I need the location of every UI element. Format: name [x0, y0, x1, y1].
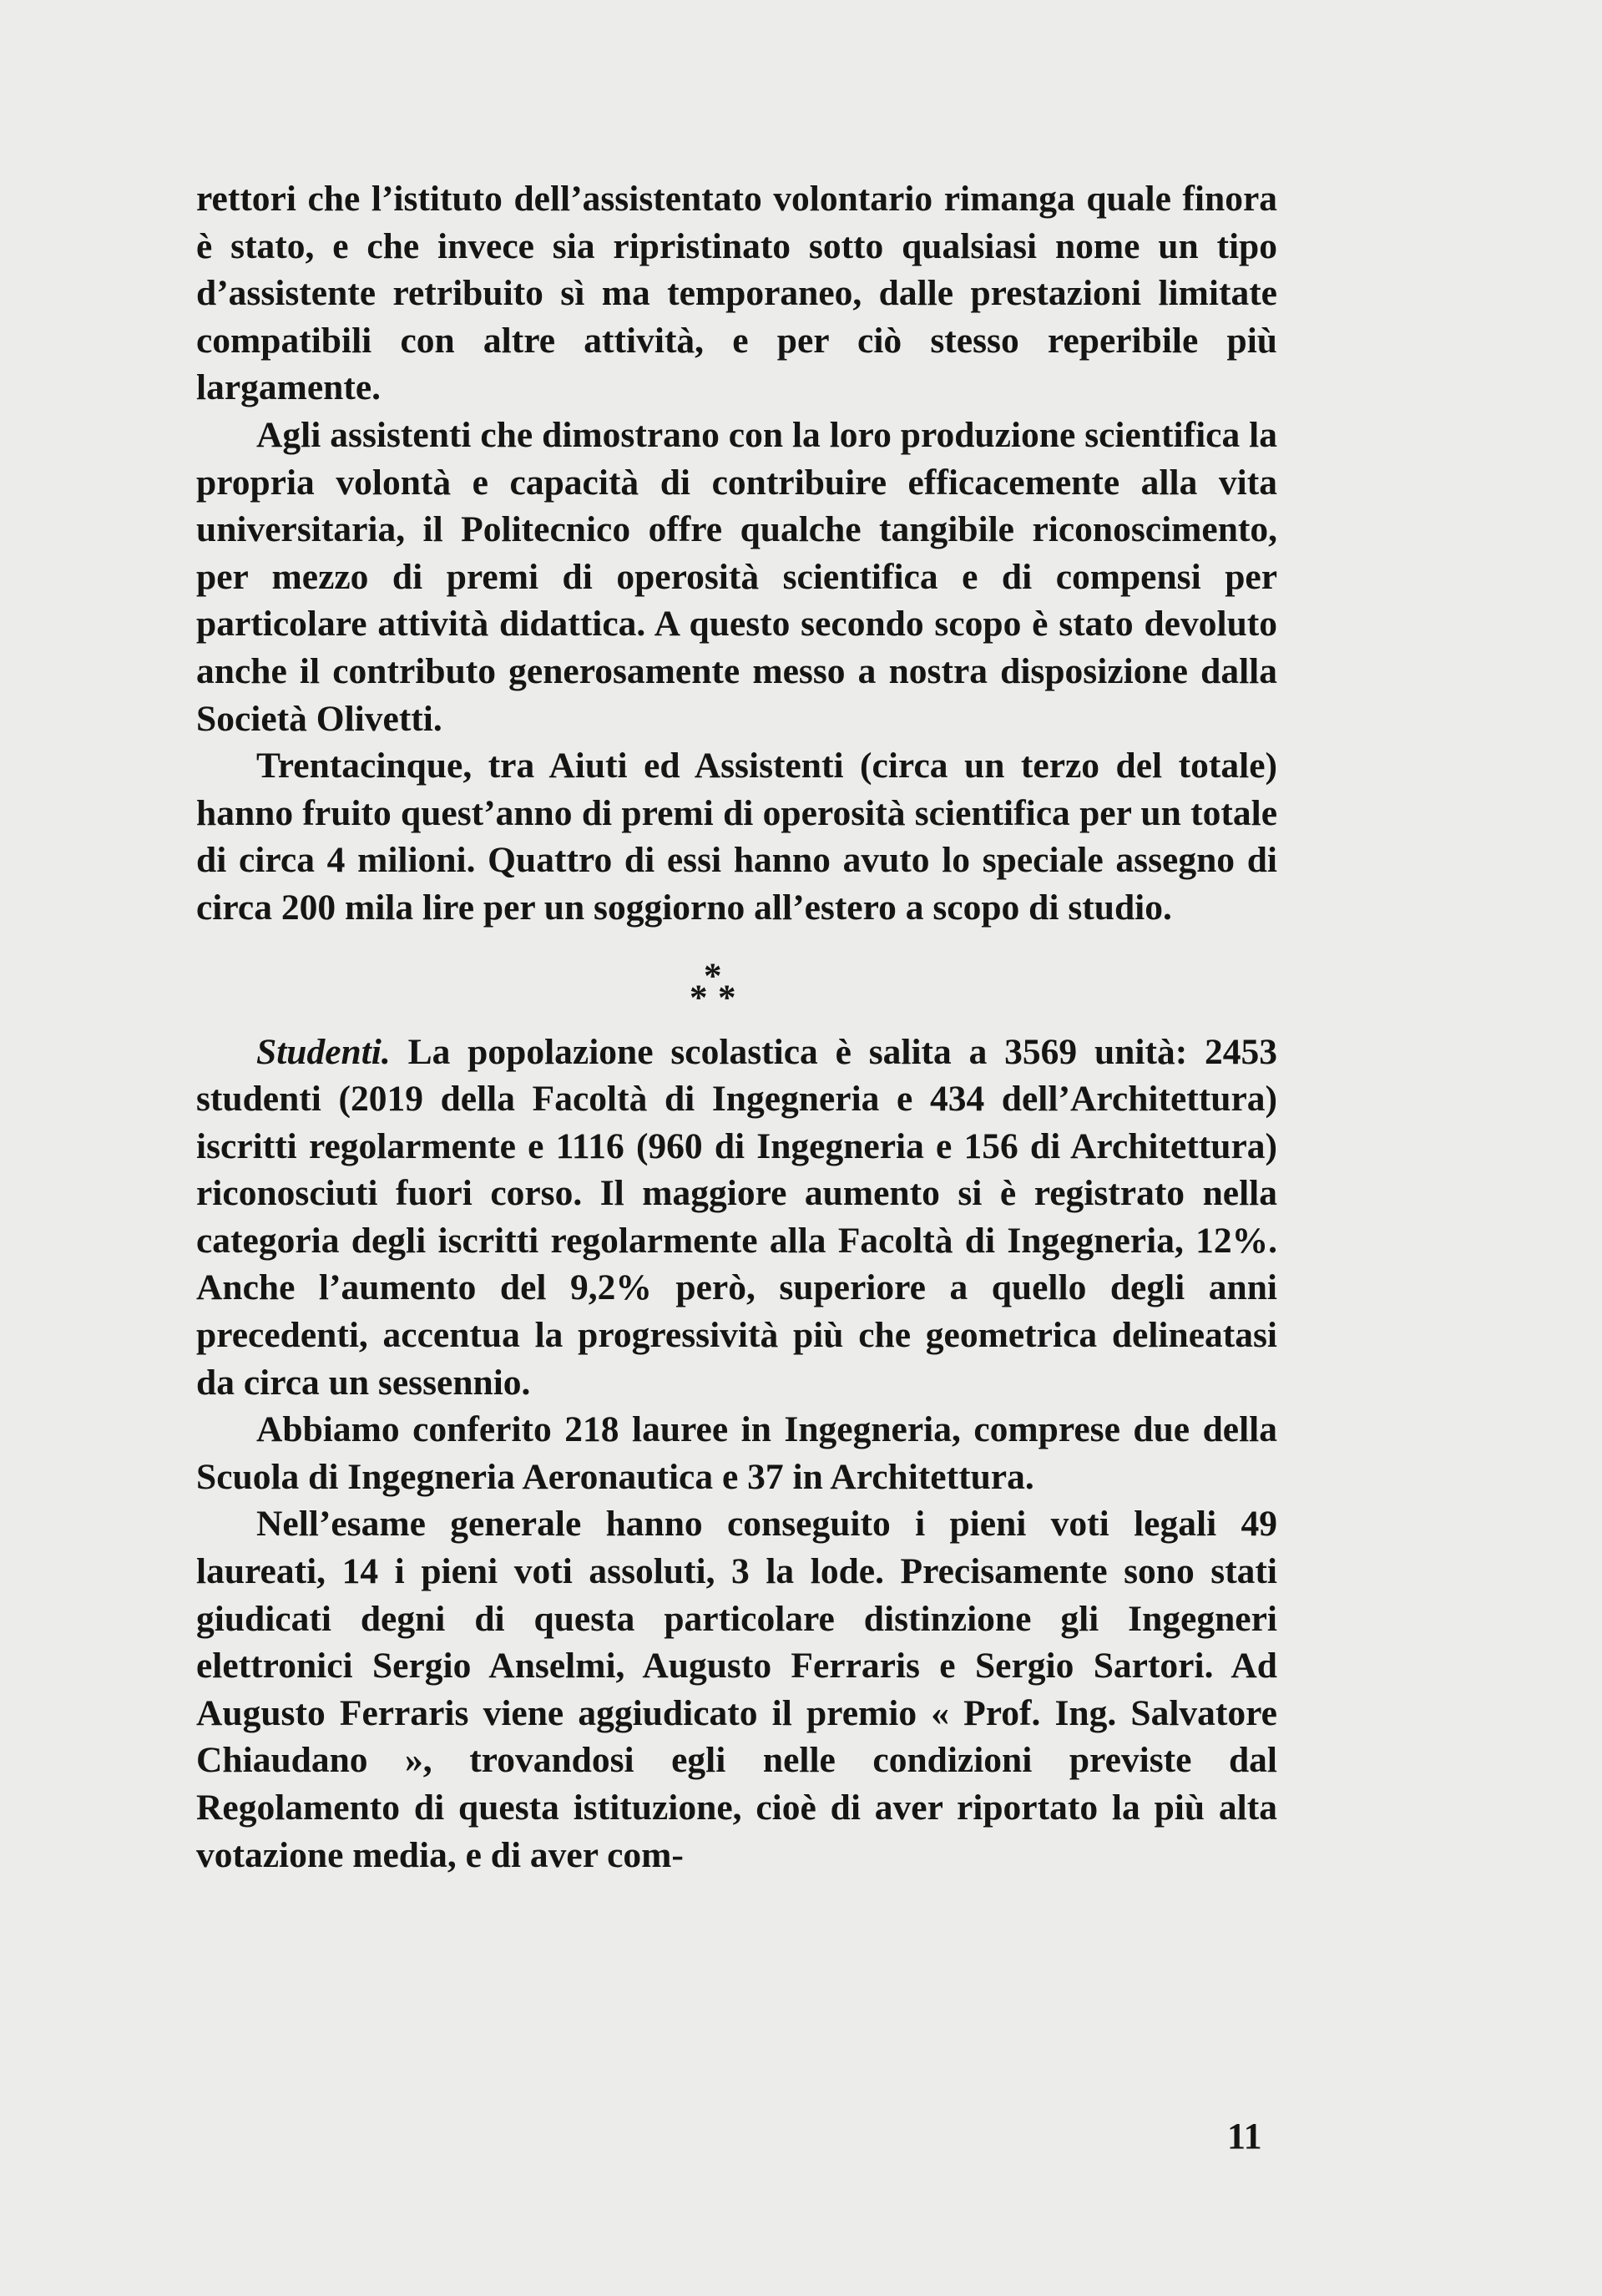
paragraph-students	[196, 1029, 1277, 1407]
asterism-star-left: *	[690, 978, 708, 1018]
section-title-students: Studenti.	[256, 1031, 391, 1072]
paragraph-continuation: rettori che l’istituto dell’assistentato volontario rimanga quale finora è stato, e che invece sia ripristinato sotto qualsiasi nome un tipo d’assistente retribuito sì ma temporaneo, dalle prestazioni limitate compatibili con altre attività, e per ciò stesso reperibile più largamente.	[196, 179, 1277, 408]
paragraph-students-text: La popolazione scolastica è salita a 3569 unità: 2453 studenti (2019 della Facoltà di Ingegneria e 434 dell’Architettura) iscritti regolarmente e 1116 (960 di Ingegneria e 156 di Architettura) riconosciuti fuori corso. Il maggiore aumento si è registrato nella categoria degli iscritti regolarmente alla Facoltà di Ingegneria, 12%. Anche l’aumento del 9,2% però, superiore a quello degli anni precedenti, accentua la progressività più che geometrica delineatasi da circa un sessennio.	[196, 1031, 1277, 1403]
asterism-star-top: *	[704, 956, 722, 996]
asterism-star-right: *	[718, 978, 736, 1018]
section-asterism	[196, 958, 1277, 1017]
paragraph-degrees: Abbiamo conferito 218 lauree in Ingegneria, comprese due della Scuola di Ingegneria Aeronautica e 37 in Architettura.	[196, 1409, 1277, 1497]
page-number: 11	[1227, 2116, 1262, 2157]
paragraph-assistants-awards: Agli assistenti che dimostrano con la loro produzione scientifica la propria volontà e capacità di contribuire efficacemente alla vita universitaria, il Politecnico offre qualche tangibile riconoscimento, per mezzo di premi di operosità scientifica e di compensi per particolare attività didattica. A questo secondo scopo è stato devoluto anche il contributo generosamente messo a nostra disposizione dalla Società Olivetti.	[196, 414, 1277, 739]
body-text	[196, 175, 1277, 1879]
paragraph-research-prizes: Trentacinque, tra Aiuti ed Assistenti (circa un terzo del totale) hanno fruito quest’anno di premi di operosità scientifica per un totale di circa 4 milioni. Quattro di essi hanno avuto lo speciale assegno di circa 200 mila lire per un soggiorno all’estero a scopo di studio.	[196, 746, 1277, 928]
paragraph-honours: Nell’esame generale hanno conseguito i pieni voti legali 49 laureati, 14 i pieni voti assoluti, 3 la lode. Precisamente sono stati giudicati degni di questa particolare distinzione gli Ingegneri elettronici Sergio Anselmi, Augusto Ferraris e Sergio Sartori. Ad Augusto Ferraris viene aggiudicato il premio « Prof. Ing. Salvatore Chiaudano », trovandosi egli nelle condizioni previste dal Regolamento di questa istituzione, cioè di aver riportato la più alta votazione media, e di aver com-	[196, 1504, 1277, 1875]
